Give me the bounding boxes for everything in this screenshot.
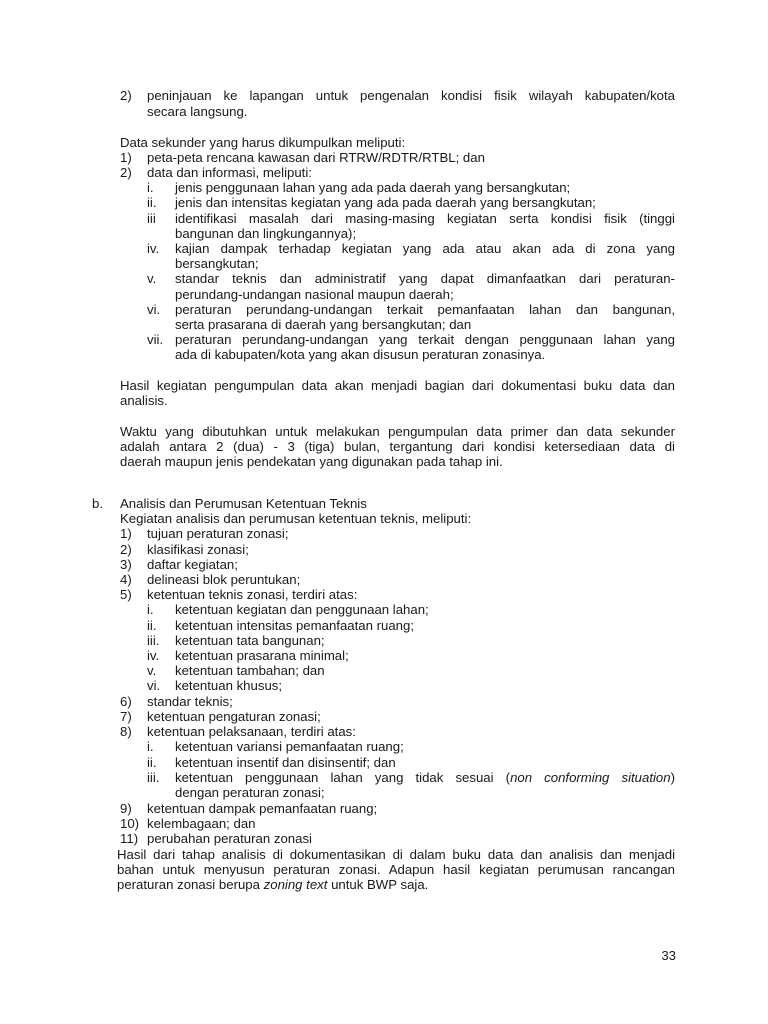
list-item-text: perubahan peraturan zonasi <box>147 831 312 846</box>
sublist-number: i. <box>147 602 154 617</box>
list-item-text: delineasi blok peruntukan; <box>147 572 301 587</box>
list-item-text: klasifikasi zonasi; <box>147 542 249 557</box>
list-item-text: daftar kegiatan; <box>147 557 238 572</box>
paragraph-line: Hasil dari tahap analisis di dokumentasikan di dalam buku data dan analisis dan menjadi <box>117 847 675 862</box>
sublist-item-text: identifikasi masalah dari masing-masing kegiatan serta kondisi fisik (tinggi <box>175 211 675 226</box>
sublist-item-text: ketentuan intensitas pemanfaatan ruang; <box>175 618 415 633</box>
list-number: 2) <box>120 88 132 103</box>
sublist-item-text: ketentuan insentif dan disinsentif; dan <box>175 755 396 770</box>
sublist-number: iii. <box>147 633 160 648</box>
list-number: 7) <box>120 709 132 724</box>
list-number: 2) <box>120 542 132 557</box>
sublist-number: vi. <box>147 302 161 317</box>
list-item-text: standar teknis; <box>147 694 233 709</box>
paragraph-line: bahan untuk menyusun peraturan zonasi. Adapun hasil kegiatan perumusan rancangan <box>117 862 675 877</box>
sublist-item-text: ketentuan prasarana minimal; <box>175 648 349 663</box>
list-item-text: tujuan peraturan zonasi; <box>147 526 289 541</box>
list-number: 2) <box>120 165 132 180</box>
sublist-number: i. <box>147 739 154 754</box>
list-number: 4) <box>120 572 132 587</box>
sublist-item-text: bersangkutan; <box>175 256 259 271</box>
sublist-number: iii <box>147 211 156 226</box>
list-number: 3) <box>120 557 132 572</box>
paragraph-line: peraturan zonasi berupa zoning text untuk BWP saja. <box>117 877 429 892</box>
paragraph-line: Hasil kegiatan pengumpulan data akan menjadi bagian dari dokumentasi buku data dan <box>120 378 675 393</box>
list-number: 10) <box>120 816 140 831</box>
list-number: 1) <box>120 526 132 541</box>
list-item-text: ketentuan dampak pemanfaatan ruang; <box>147 801 378 816</box>
sublist-number: v. <box>147 663 157 678</box>
sublist-number: iii. <box>147 770 160 785</box>
sublist-item-text: ketentuan penggunaan lahan yang tidak sesuai (non conforming situation) <box>175 770 676 785</box>
sublist-item-text: ketentuan tata bangunan; <box>175 633 325 648</box>
list-item-text: peta-peta rencana kawasan dari RTRW/RDTR/RTBL; dan <box>147 150 485 165</box>
list-item-text: ketentuan pengaturan zonasi; <box>147 709 321 724</box>
list-number: 11) <box>120 831 139 846</box>
section-heading: Analisis dan Perumusan Ketentuan Teknis <box>120 496 367 511</box>
sublist-number: v. <box>147 271 157 286</box>
list-number: 6) <box>120 694 132 709</box>
paragraph-line: adalah antara 2 (dua) - 3 (tiga) bulan, tergantung dari kondisi ketersediaan data di <box>120 439 675 454</box>
sublist-item-text: perundang-undangan nasional maupun daerah; <box>175 287 454 302</box>
paragraph-line: Waktu yang dibutuhkan untuk melakukan pengumpulan data primer dan data sekunder <box>120 424 675 439</box>
sublist-item-text: ada di kabupaten/kota yang akan disusun peraturan zonasinya. <box>175 347 546 362</box>
paragraph-intro: Data sekunder yang harus dikumpulkan meliputi: <box>120 135 406 150</box>
sublist-item-text: kajian dampak terhadap kegiatan yang ada atau akan ada di zona yang <box>175 241 675 256</box>
sublist-number: ii. <box>147 618 157 633</box>
italic-term: zoning text <box>263 877 328 892</box>
sublist-number: i. <box>147 180 154 195</box>
sublist-item-text: jenis dan intensitas kegiatan yang ada pada daerah yang bersangkutan; <box>175 195 596 210</box>
list-number: 8) <box>120 724 132 739</box>
sublist-item-text: ketentuan variansi pemanfaatan ruang; <box>175 739 404 754</box>
sublist-number: ii. <box>147 195 157 210</box>
list-item-text: secara langsung. <box>147 104 248 119</box>
list-item-text: kelembagaan; dan <box>147 816 256 831</box>
list-item-text: data dan informasi, meliputi: <box>147 165 312 180</box>
sublist-item-text: peraturan perundang-undangan terkait pemanfaatan lahan dan bangunan, <box>175 302 675 317</box>
list-number: 9) <box>120 801 132 816</box>
paragraph-line: daerah maupun jenis pendekatan yang digunakan pada tahap ini. <box>120 454 503 469</box>
sublist-item-text: ketentuan kegiatan dan penggunaan lahan; <box>175 602 429 617</box>
list-item-text: ketentuan pelaksanaan, terdiri atas: <box>147 724 356 739</box>
list-number: 5) <box>120 587 132 602</box>
sublist-item-text: serta prasarana di daerah yang bersangkutan; dan <box>175 317 472 332</box>
sublist-item-text: peraturan perundang-undangan yang terkait dengan penggunaan lahan yang <box>175 332 675 347</box>
sublist-item-text: standar teknis dan administratif yang dapat dimanfaatkan dari peraturan- <box>175 271 675 286</box>
list-number: 1) <box>120 150 132 165</box>
paragraph-line: analisis. <box>120 393 168 408</box>
list-item-text: ketentuan teknis zonasi, terdiri atas: <box>147 587 358 602</box>
sublist-item-text: bangunan dan lingkungannya); <box>175 226 357 241</box>
list-item-text: peninjauan ke lapangan untuk pengenalan kondisi fisik wilayah kabupaten/kota <box>147 88 675 103</box>
section-intro: Kegiatan analisis dan perumusan ketentuan teknis, meliputi: <box>120 511 472 526</box>
sublist-item-text: ketentuan tambahan; dan <box>175 663 325 678</box>
sublist-number: ii. <box>147 755 157 770</box>
sublist-number: vi. <box>147 678 161 693</box>
page-number: 33 <box>661 948 676 963</box>
sublist-item-text: jenis penggunaan lahan yang ada pada daerah yang bersangkutan; <box>175 180 571 195</box>
sublist-number: vii. <box>147 332 164 347</box>
sublist-number: iv. <box>147 648 160 663</box>
section-letter: b. <box>92 496 103 511</box>
sublist-item-text: ketentuan khusus; <box>175 678 283 693</box>
sublist-number: iv. <box>147 241 160 256</box>
sublist-item-text: dengan peraturan zonasi; <box>175 785 325 800</box>
italic-term: non conforming situation <box>510 770 671 785</box>
